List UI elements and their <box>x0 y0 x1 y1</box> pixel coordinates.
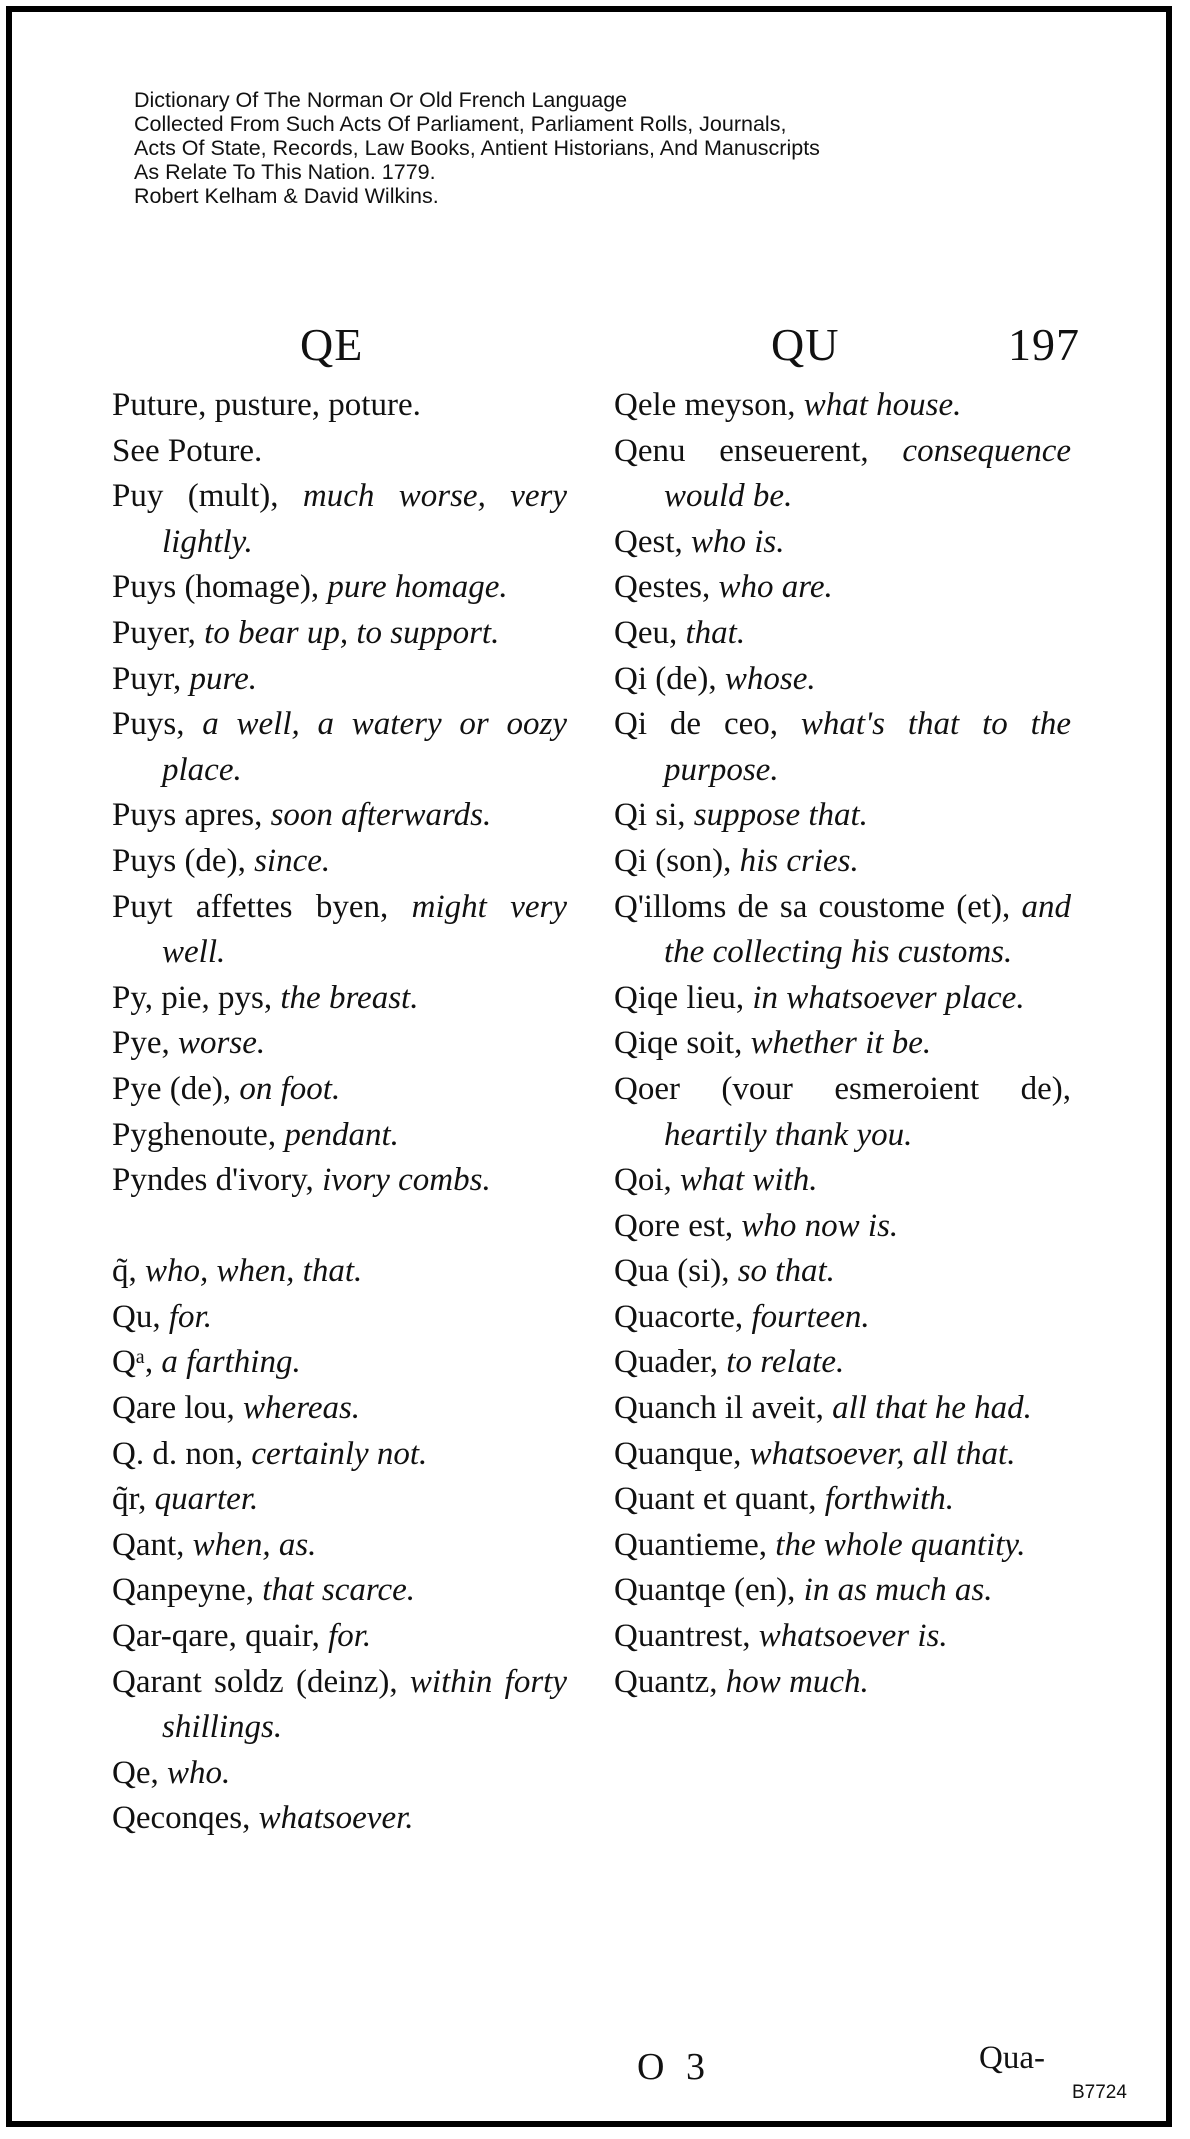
dictionary-entry <box>614 429 1071 520</box>
entry-definition: whether it be. <box>750 1025 932 1062</box>
entry-headword: Qe, <box>112 1754 159 1791</box>
dictionary-entry <box>112 1477 567 1523</box>
dictionary-entry <box>112 474 567 565</box>
dictionary-entry <box>112 1113 567 1159</box>
entry-definition: a farthing. <box>161 1344 301 1381</box>
entry-headword: Quantz, <box>614 1663 718 1700</box>
entry-definition: consequence would be. <box>664 432 1071 515</box>
entry-headword: Qi (de), <box>614 660 717 697</box>
entry-definition: his cries. <box>739 842 859 879</box>
entry-definition: whatsoever, all that. <box>749 1435 1016 1472</box>
entry-definition: suppose that. <box>693 797 868 834</box>
entry-headword: Qua (si), <box>614 1253 730 1290</box>
entry-definition: worse. <box>178 1025 266 1062</box>
dictionary-entry <box>614 565 1071 611</box>
collection-header <box>134 88 820 208</box>
entry-definition: who now is. <box>741 1207 899 1244</box>
entry-headword: Qoer (vour esmeroient de), <box>614 1070 1071 1107</box>
entry-headword: Qar-qare, quair, <box>112 1618 320 1655</box>
dictionary-entry <box>112 1158 567 1204</box>
dictionary-entry <box>614 383 1071 429</box>
dictionary-entry <box>112 1340 567 1386</box>
entry-definition: the breast. <box>280 979 419 1016</box>
running-head-left: QE <box>300 319 364 370</box>
entry-definition: pure. <box>189 660 258 697</box>
entry-headword: Qest, <box>614 523 683 560</box>
entry-headword: Qenu enseuerent, <box>614 432 869 469</box>
dictionary-entry <box>112 1796 567 1842</box>
entry-definition: so that. <box>737 1253 835 1290</box>
header-line: Robert Kelham & David Wilkins. <box>134 184 439 208</box>
entry-definition: to relate. <box>726 1344 845 1381</box>
dictionary-entry <box>112 839 567 885</box>
entry-headword: Qanpeyne, <box>112 1572 255 1609</box>
entry-definition: pendant. <box>284 1116 399 1153</box>
entry-headword: Qᵃ, <box>112 1344 154 1381</box>
entry-headword: Quanque, <box>614 1435 742 1472</box>
entry-definition: whatsoever is. <box>758 1618 948 1655</box>
entry-headword: Quantqe (en), <box>614 1572 796 1609</box>
dictionary-entry <box>614 1523 1071 1569</box>
entry-headword: Pyghenoute, <box>112 1116 277 1153</box>
catalog-stamp: B7724 <box>1072 2082 1127 2103</box>
entry-headword: Qoi, <box>614 1162 672 1199</box>
entry-definition: what house. <box>803 387 962 423</box>
dictionary-entry <box>614 1614 1071 1660</box>
entry-headword: Quant et quant, <box>614 1481 817 1518</box>
entry-definition: for. <box>168 1298 212 1335</box>
entry-headword: Qi (son), <box>614 842 732 879</box>
dictionary-entry <box>614 520 1071 566</box>
entry-definition: pure homage. <box>327 569 508 606</box>
entry-definition: all that he had. <box>832 1390 1032 1427</box>
dictionary-entry <box>614 1249 1071 1295</box>
entry-headword: Qare lou, <box>112 1390 235 1427</box>
entry-headword: Q. d. non, <box>112 1435 244 1472</box>
entry-definition: soon afterwards. <box>270 797 492 834</box>
entry-headword: Puture, pusture, poture. <box>112 387 421 423</box>
dictionary-entry <box>614 1021 1071 1067</box>
entry-definition: forthwith. <box>824 1481 955 1518</box>
entry-definition: what with. <box>680 1162 818 1199</box>
entry-definition: a well, a watery or oozy place. <box>162 706 567 788</box>
entry-definition: the whole quantity. <box>775 1526 1026 1563</box>
entry-definition: heartily thank you. <box>664 1116 913 1153</box>
entry-headword: Pye, <box>112 1025 170 1062</box>
dictionary-entry <box>112 611 567 657</box>
catchword: Qua- <box>979 2040 1045 2076</box>
entry-headword: Puyt affettes byen, <box>112 888 389 925</box>
entry-definition: since. <box>254 842 331 879</box>
entry-headword: See Poture. <box>112 432 263 469</box>
running-head-center: QU <box>771 319 840 370</box>
dictionary-entry <box>614 885 1071 976</box>
dictionary-entry <box>112 1386 567 1432</box>
dictionary-entry <box>614 1204 1071 1250</box>
dictionary-entry <box>112 793 567 839</box>
entry-headword: Puys (de), <box>112 842 246 879</box>
entry-definition: much worse, very lightly. <box>162 478 568 560</box>
dictionary-entry <box>614 1067 1071 1158</box>
entry-definition: in whatsoever place. <box>752 979 1025 1016</box>
entry-definition: for. <box>328 1618 372 1655</box>
entry-headword: Qore est, <box>614 1207 734 1244</box>
entry-headword: Quantieme, <box>614 1526 768 1563</box>
entry-definition: in as much as. <box>803 1572 993 1609</box>
dictionary-entry <box>614 839 1071 885</box>
entry-headword: Qele meyson, <box>614 387 796 423</box>
entry-definition: who is. <box>691 523 785 560</box>
header-line: As Relate To This Nation. 1779. <box>134 160 436 184</box>
entry-headword: Qiqe soit, <box>614 1025 743 1062</box>
dictionary-entry <box>112 976 567 1022</box>
dictionary-entry <box>112 429 567 475</box>
entry-definition: within forty shillings. <box>162 1663 568 1746</box>
entry-definition: that scarce. <box>262 1572 416 1609</box>
entry-definition: certainly not. <box>251 1435 428 1472</box>
dictionary-entry <box>614 702 1071 793</box>
dictionary-entry <box>614 793 1071 839</box>
entry-headword: Quantrest, <box>614 1618 751 1655</box>
dictionary-entry <box>112 1568 567 1614</box>
entry-definition: might very well. <box>162 888 567 971</box>
left-column <box>112 383 567 1842</box>
entry-headword: Quacorte, <box>614 1298 744 1335</box>
entry-definition: quarter. <box>154 1481 259 1518</box>
dictionary-entry <box>112 1751 567 1797</box>
entry-definition: whose. <box>724 660 816 697</box>
entry-definition: fourteen. <box>751 1298 870 1335</box>
dictionary-entry <box>112 1660 567 1751</box>
entry-headword: Pye (de), <box>112 1070 232 1107</box>
entry-headword: Qarant soldz (deinz), <box>112 1663 398 1700</box>
entry-definition: that. <box>685 614 746 651</box>
entry-headword: Puy (mult), <box>112 478 279 515</box>
entry-headword: Puys apres, <box>112 797 263 834</box>
entry-headword: Qeu, <box>614 614 678 651</box>
entry-headword: Pyndes d'ivory, <box>112 1162 314 1199</box>
entry-gap <box>112 1204 567 1250</box>
dictionary-entry <box>614 1386 1071 1432</box>
header-line: Dictionary Of The Norman Or Old French Language <box>134 88 628 112</box>
entry-headword: Puys, <box>112 706 185 743</box>
dictionary-entry <box>112 1523 567 1569</box>
header-line: Acts Of State, Records, Law Books, Antient Historians, And Manuscripts <box>134 136 820 160</box>
entry-headword: Puyr, <box>112 660 182 697</box>
entry-headword: Puyer, <box>112 614 196 651</box>
entry-definition: who, when, that. <box>145 1253 363 1290</box>
dictionary-entry <box>614 1432 1071 1478</box>
right-column <box>614 383 1071 1705</box>
entry-definition: when, as. <box>192 1526 317 1563</box>
dictionary-entry <box>112 702 567 793</box>
dictionary-entry <box>614 657 1071 703</box>
entry-headword: q̃r, <box>112 1481 147 1518</box>
entry-headword: Quanch il aveit, <box>614 1390 824 1427</box>
entry-headword: Puys (homage), <box>112 569 320 606</box>
dictionary-entry <box>112 1067 567 1113</box>
entry-headword: Qeconqes, <box>112 1800 251 1837</box>
dictionary-entry <box>112 885 567 976</box>
entry-definition: whereas. <box>243 1390 361 1427</box>
entry-headword: Qi de ceo, <box>614 706 778 743</box>
header-line: Collected From Such Acts Of Parliament, Parliament Rolls, Journals, <box>134 112 787 136</box>
entry-definition: and the collecting his customs. <box>664 888 1072 971</box>
dictionary-entry <box>112 1432 567 1478</box>
page-number: 197 <box>1008 319 1080 370</box>
dictionary-entry <box>112 657 567 703</box>
dictionary-entry <box>112 1614 567 1660</box>
entry-definition: on foot. <box>239 1070 341 1107</box>
entry-definition: to bear up, to support. <box>204 614 500 651</box>
signature-mark: O 3 <box>637 2046 711 2088</box>
dictionary-entry <box>614 1295 1071 1341</box>
entry-headword: Qu, <box>112 1298 161 1335</box>
dictionary-entry <box>112 1295 567 1341</box>
entry-definition: what's that to the purpose. <box>664 706 1072 788</box>
entry-definition: how much. <box>725 1663 869 1700</box>
dictionary-entry <box>614 1477 1071 1523</box>
entry-headword: Q'illoms de sa coustome (et), <box>614 888 1011 925</box>
entry-headword: Qiqe lieu, <box>614 979 745 1016</box>
dictionary-entry <box>112 1249 567 1295</box>
dictionary-entry <box>614 1660 1071 1706</box>
dictionary-entry <box>614 611 1071 657</box>
entry-definition: who are. <box>718 569 833 606</box>
entry-headword: Quader, <box>614 1344 719 1381</box>
entry-definition: whatsoever. <box>258 1800 414 1837</box>
entry-definition: ivory combs. <box>322 1162 491 1199</box>
entry-definition: who. <box>166 1754 231 1791</box>
entry-headword: Py, pie, pys, <box>112 979 273 1016</box>
entry-headword: Qant, <box>112 1526 185 1563</box>
dictionary-entry <box>614 1568 1071 1614</box>
dictionary-entry <box>112 383 567 429</box>
entry-headword: Qestes, <box>614 569 711 606</box>
dictionary-entry <box>614 976 1071 1022</box>
dictionary-entry <box>614 1340 1071 1386</box>
dictionary-entry <box>112 565 567 611</box>
entry-headword: q̃, <box>112 1253 137 1290</box>
dictionary-entry <box>614 1158 1071 1204</box>
entry-headword: Qi si, <box>614 797 686 834</box>
dictionary-entry <box>112 1021 567 1067</box>
